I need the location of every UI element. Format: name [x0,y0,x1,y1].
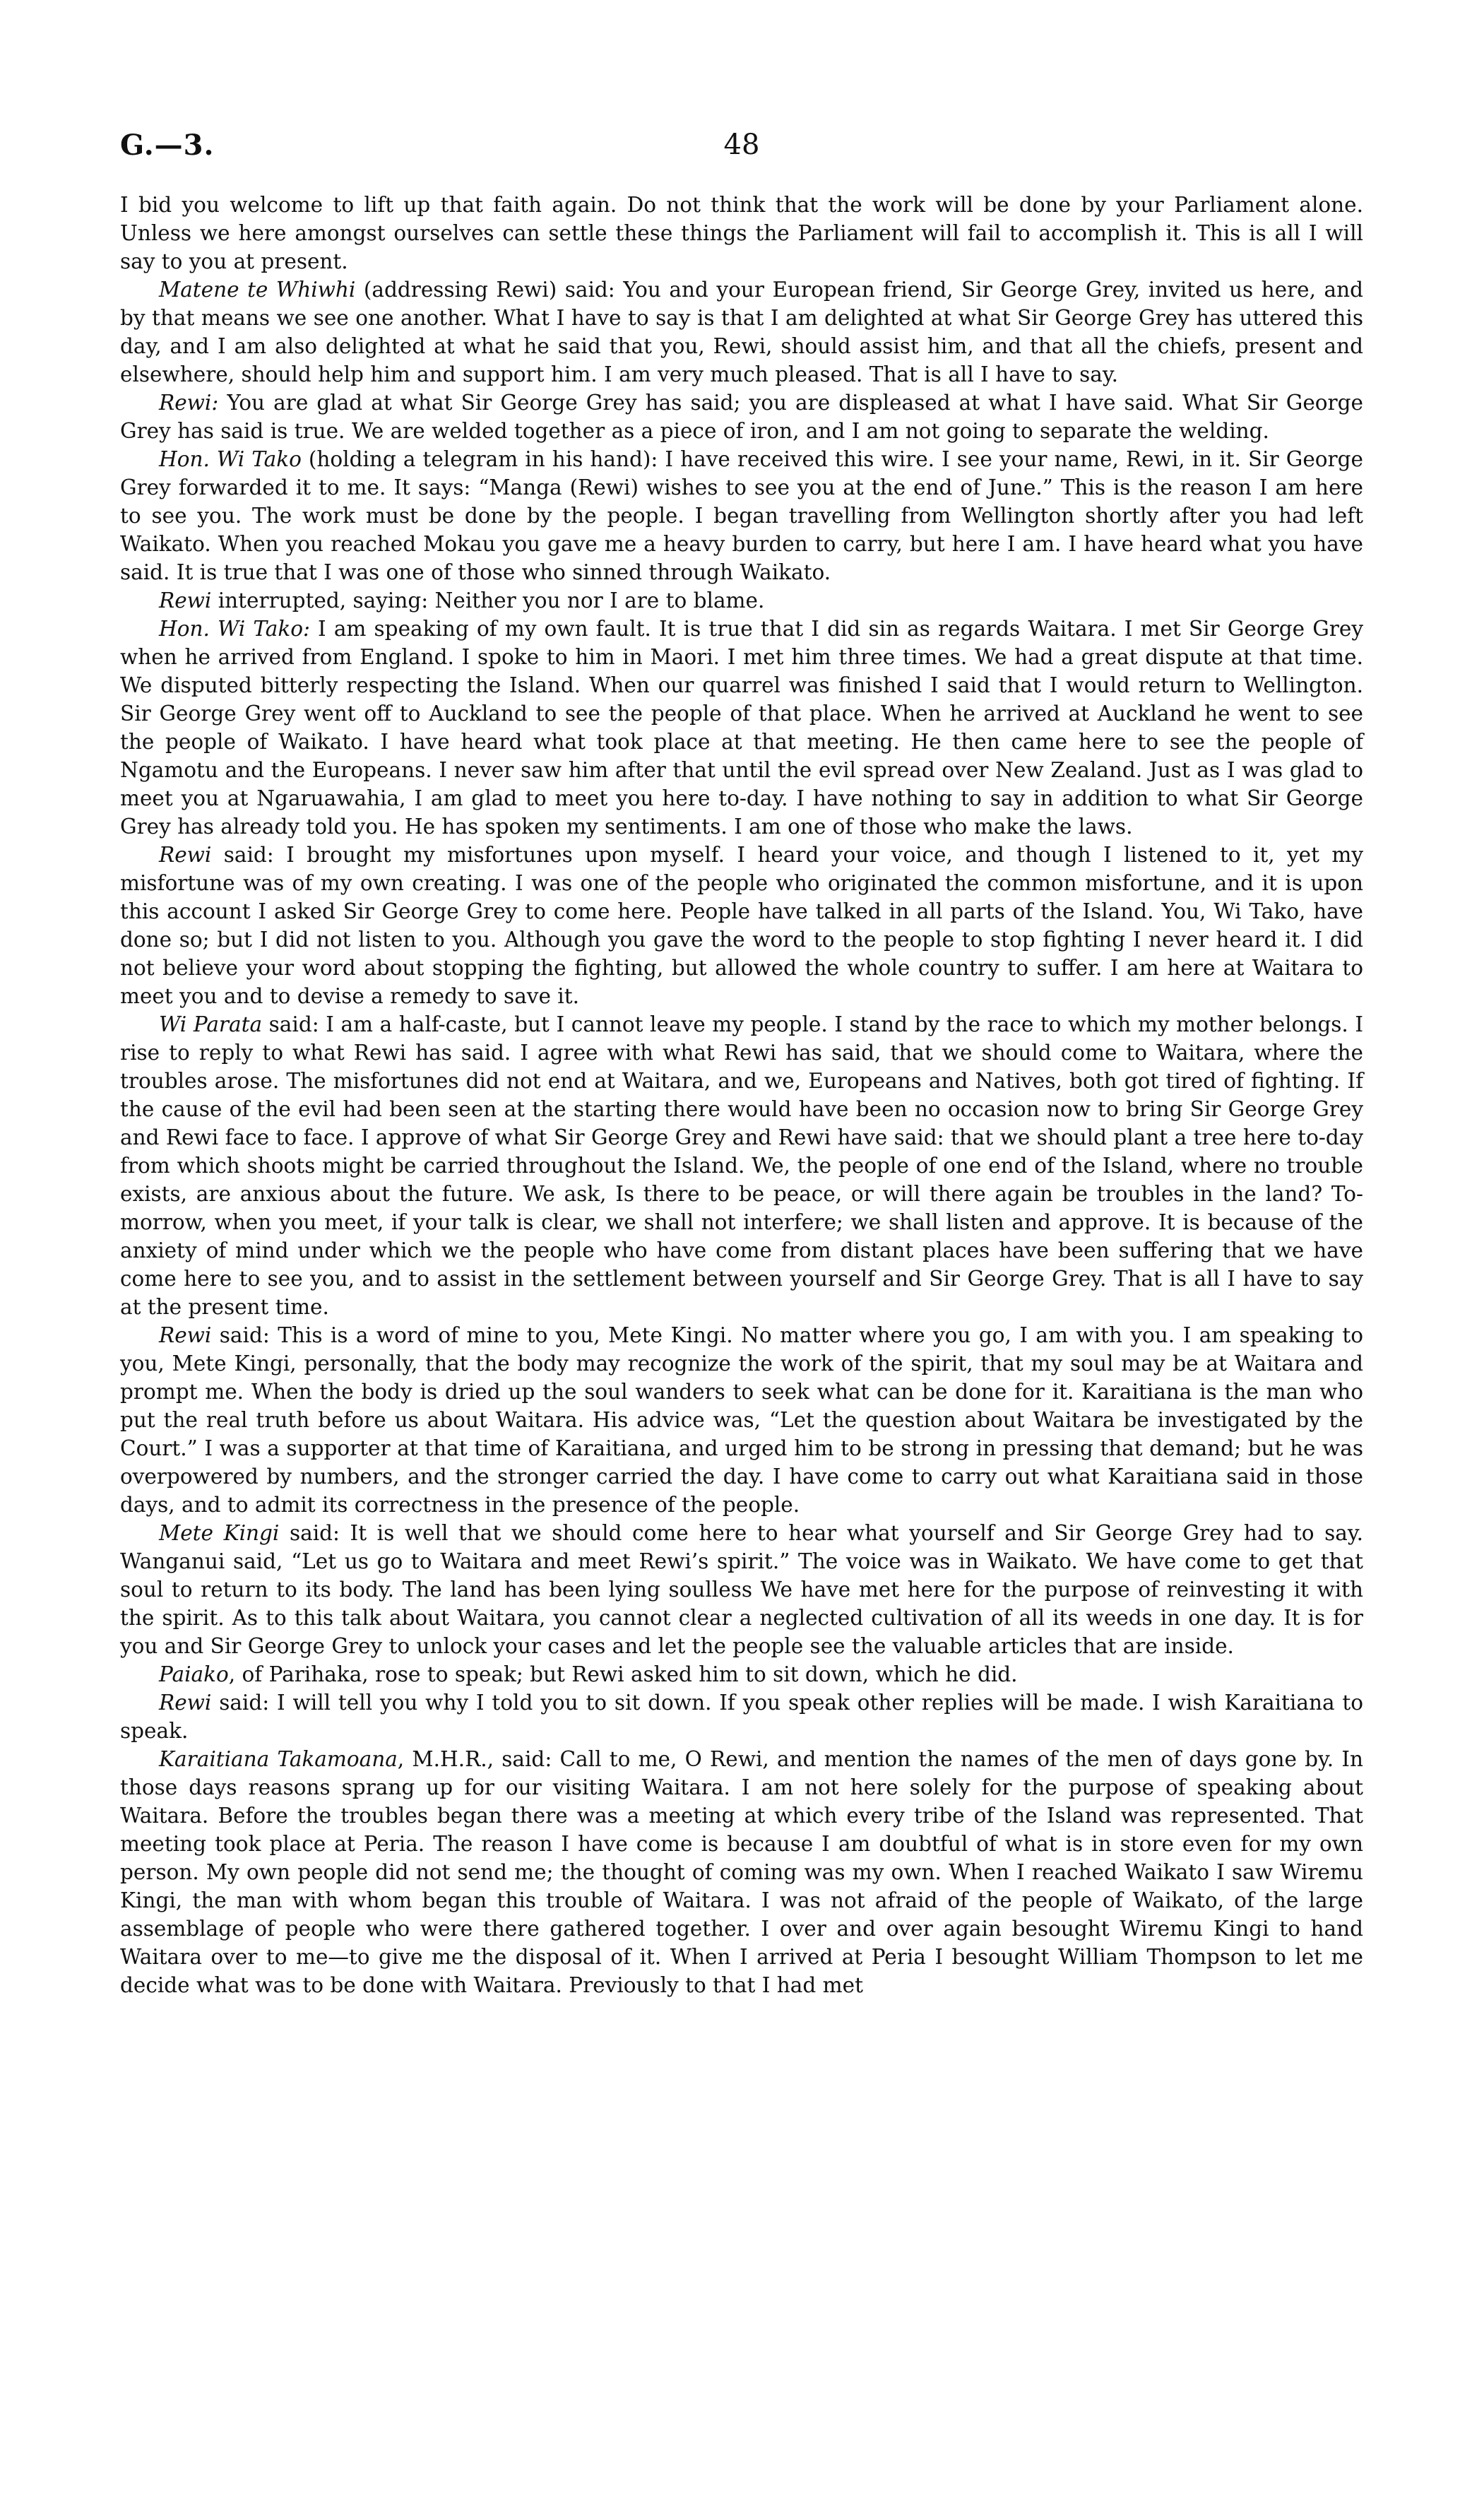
speaker-name: Rewi [159,1691,212,1715]
page-number: 48 [723,129,760,161]
speaker-name: Matene te Whiwhi [159,278,356,302]
paragraph [120,445,1363,586]
speaker-name: Paiako [159,1662,229,1686]
paragraph-text: interrupted, saying: Neither you nor I are to blame. [211,588,765,613]
paragraph [120,191,1363,276]
paragraph [120,276,1363,389]
paragraph-text: said: I am a half-caste, but I cannot leave my people. I stand by the race to which my mother belongs. I rise to reply to what Rewi has said. I agree with what Rewi has said, that we should come to Waitara, where the troubles arose. The misfortunes did not end at Waitara, and we, Europeans and Natives, both got tired of fighting. If the cause of the evil had been seen at the starting there would have been no occasion now to bring Sir George Grey and Rewi face to face. I approve of what Sir George Grey and Rewi have said: that we should plant a tree here to-day from which shoots might be carried throughout the Island. We, the people of one end of the Island, where no trouble exists, are anxious about the future. We ask, Is there to be peace, or will there again be troubles in the land? To-morrow, when you meet, if your talk is clear, we shall not interfere; we shall listen and approve. It is because of the anxiety of mind under which we the people who have come from distant places have been suffering that we have come here to see you, and to assist in the settlement between yourself and Sir George Grey. That is all I have to say at the present time. [120,1012,1364,1319]
speaker-name: Wi Parata [159,1012,263,1036]
paragraph-text: , of Parihaka, rose to speak; but Rewi asked him to sit down, which he did. [228,1662,1018,1686]
paragraph [120,841,1363,1010]
paragraph-text: I bid you welcome to lift up that faith again. Do not think that the work will be done by your Parliament alone. Unless we here amongst ourselves can settle these things the Parliament will fail to accomplish it. This is all I will say to you at present. [120,193,1363,273]
speaker-name: Karaitiana Takamoana [159,1747,398,1771]
document-code: G.—3. [120,129,215,162]
speaker-name: Hon. Wi Tako: [159,617,310,641]
paragraph [120,389,1363,445]
paragraph [120,1321,1363,1519]
paragraph [120,1660,1363,1688]
speaker-name: Rewi [159,843,212,867]
paragraph [120,615,1363,841]
paragraph-text: (holding a telegram in his hand): I have received this wire. I see your name, Rewi, in it. Sir George Grey forwarded it to me. It says: “Manga (Rewi) wishes to see you at the end of June.” This is the reason I am here to see you. The work must be done by the people. I began travelling from Wellington shortly after you had left Waikato. When you reached Mokau you gave me a heavy burden to carry, but here I am. I have heard what you have said. It is true that I was one of those who sinned through Waikato. [120,447,1363,584]
speaker-name: Rewi [159,588,212,613]
paragraph [120,586,1363,615]
body-text [120,191,1363,1999]
paragraph-text: You are glad at what Sir George Grey has said; you are displeased at what I have said. What Sir George Grey has said is true. We are welded together as a piece of iron, and I am not going to separate the welding. [120,391,1363,443]
speaker-name: Rewi: [159,391,219,415]
paragraph-text: (addressing Rewi) said: You and your European friend, Sir George Grey, invited us here, and by that means we see one another. What I have to say is that I am delighted at what Sir George Grey has uttered this day, and I am also delighted at what he said that you, Rewi, should assist him, and that all the chiefs, present and elsewhere, should help him and support him. I am very much pleased. That is all I have to say. [120,278,1363,386]
speaker-name: Hon. Wi Tako [159,447,302,471]
speaker-name: Rewi [159,1323,212,1347]
paragraph [120,1745,1363,1999]
paragraph-text: I am speaking of my own fault. It is true that I did sin as regards Waitara. I met Sir George Grey when he arrived from England. I spoke to him in Maori. I met him three times. We had a great dispute at that time. We disputed bitterly respecting the Island. When our quarrel was finished I said that I would return to Wellington. Sir George Grey went off to Auckland to see the people of that place. When he arrived at Auckland he went to see the people of Waikato. I have heard what took place at that meeting. He then came here to see the people of Ngamotu and the Europeans. I never saw him after that until the evil spread over New Zealand. Just as I was glad to meet you at Ngaruawahia, I am glad to meet you here to-day. I have nothing to say in addition to what Sir George Grey has already told you. He has spoken my sentiments. I am one of those who make the laws. [120,617,1363,839]
page-header [120,129,1363,171]
paragraph-text: said: I brought my misfortunes upon myself. I heard your voice, and though I listened to it, yet my misfortune was of my own creating. I was one of the people who originated the common misfortune, and it is upon this account I asked Sir George Grey to come here. People have talked in all parts of the Island. You, Wi Tako, have done so; but I did not listen to you. Although you gave the word to the people to stop fighting I never heard it. I did not believe your word about stopping the fighting, but allowed the whole country to suffer. I am here at Waitara to meet you and to devise a remedy to save it. [120,843,1363,1008]
paragraph-text: said: This is a word of mine to you, Mete Kingi. No matter where you go, I am with you. I am speaking to you, Mete Kingi, personally, that the body may recognize the work of the spirit, that my soul may be at Waitara and prompt me. When the body is dried up the soul wanders to seek what can be done for it. Karaitiana is the man who put the real truth before us about Waitara. His advice was, “Let the question about Waitara be investigated by the Court.” I was a supporter at that time of Karaitiana, and urged him to be strong in pressing that demand; but he was overpowered by numbers, and the stronger carried the day. I have come to carry out what Karaitiana said in those days, and to admit its correctness in the presence of the people. [120,1323,1363,1517]
paragraph [120,1519,1363,1660]
paragraph [120,1688,1363,1745]
paragraph-text: , M.H.R., said: Call to me, O Rewi, and mention the names of the men of days gone by. In those days reasons sprang up for our visiting Waitara. I am not here solely for the purpose of speaking about Waitara. Before the troubles began there was a meeting at which every tribe of the Island was represented. That meeting took place at Peria. The reason I have come is because I am doubtful of what is in store even for my own person. My own people did not send me; the thought of coming was my own. When I reached Waikato I saw Wiremu Kingi, the man with whom began this trouble of Waitara. I was not afraid of the people of Waikato, of the large assemblage of people who were there gathered together. I over and over again besought Wiremu Kingi to hand Waitara over to me—to give me the disposal of it. When I arrived at Peria I besought William Thompson to let me decide what was to be done with Waitara. Previously to that I had met [120,1747,1364,1997]
paragraph [120,1010,1363,1321]
paragraph-text: said: I will tell you why I told you to sit down. If you speak other replies will be made. I wish Karaitiana to speak. [120,1691,1363,1743]
paragraph-text: said: It is well that we should come here to hear what yourself and Sir George Grey had to say. Wanganui said, “Let us go to Waitara and meet Rewi’s spirit.” The voice was in Waikato. We have come to get that soul to return to its body. The land has been lying soulless We have met here for the purpose of reinvesting it with the spirit. As to this talk about Waitara, you cannot clear a neglected cultivation of all its weeds in one day. It is for you and Sir George Grey to unlock your cases and let the people see the valuable articles that are inside. [120,1521,1363,1658]
speaker-name: Mete Kingi [159,1521,280,1545]
